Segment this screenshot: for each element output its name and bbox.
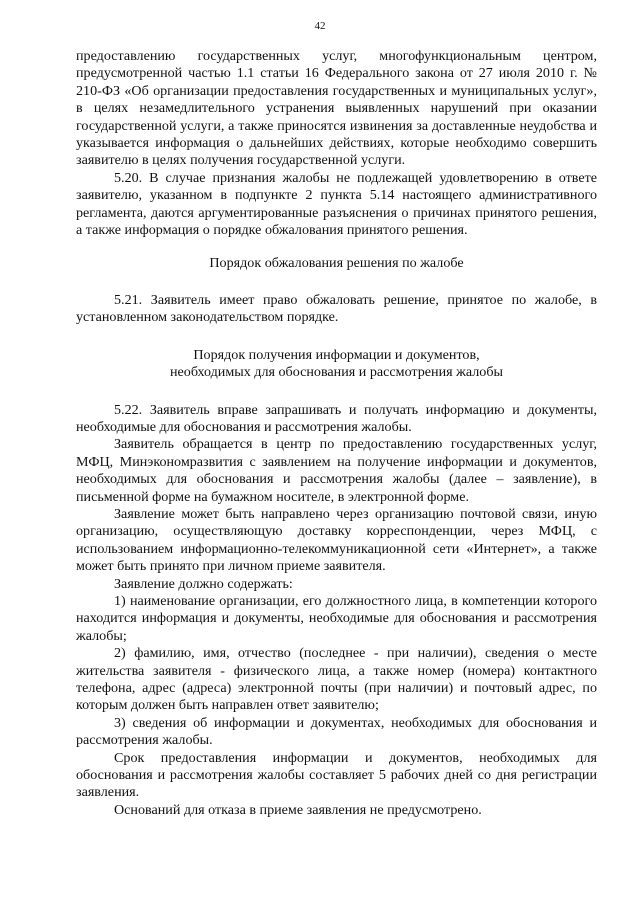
list-item-3: 3) сведения об информации и документах, необходимых для обоснования и рассмотрения жалобы. <box>76 714 597 749</box>
paragraph-deadline: Срок предоставления информации и документов, необходимых для обоснования и рассмотрения жалобы составляет 5 рабочих дней со дня регистрации заявления. <box>76 749 597 801</box>
paragraph-submission-methods: Заявление может быть направлено через организацию почтовой связи, иную организацию, осуществляющую доставку корреспонденции, через МФЦ, с использованием информационно-телекоммуникационной сети «Интернет», а также может быть принято при личном приеме заявителя. <box>76 505 597 575</box>
section-heading-info-line2: необходимых для обоснования и рассмотрения жалобы <box>169 364 503 381</box>
paragraph-contents-intro: Заявление должно содержать: <box>114 575 293 592</box>
page-number: 42 <box>314 20 326 32</box>
paragraph-5-20: 5.20. В случае признания жалобы не подлежащей удовлетворению в ответе заявителю, указанном в подпункте 2 пункта 5.14 настоящего административного регламента, даются аргументированные разъяснения о причинах принятого решения, а также информация о порядке обжалования принятого решения. <box>76 169 597 239</box>
section-heading-appeal: Порядок обжалования решения по жалобе <box>209 255 464 272</box>
list-item-2: 2) фамилию, имя, отчество (последнее - при наличии), сведения о месте жительства заявителя - физического лица, а также номер (номера) контактного телефона, адрес (адреса) электронной почты (при наличии) и почтовый адрес, по которым должен быть направлен ответ заявителю; <box>76 645 597 714</box>
paragraph-no-refusal: Оснований для отказа в приеме заявления не предусмотрено. <box>114 801 482 818</box>
paragraph-continuation: предоставлению государственных услуг, многофункциональным центром, предусмотренной частью 1.1 статьи 16 Федерального закона от 27 июля 2010 г. № 210-ФЗ «Об организации предоставления государственных и муниципальных услуг», в целях незамедлительного устранения выявленных нарушений при оказании государственной услуги, а также приносятся извинения за доставленные неудобства и указывается информация о дальнейших действиях, которые необходимо совершить заявителю в целях получения государственной услуги. <box>76 48 597 169</box>
paragraph-5-21: 5.21. Заявитель имеет право обжаловать решение, принятое по жалобе, в установленном законодательством порядке. <box>76 291 597 326</box>
paragraph-5-22: 5.22. Заявитель вправе запрашивать и получать информацию и документы, необходимые для обоснования и рассмотрения жалобы. <box>76 401 597 435</box>
document-body <box>76 48 597 819</box>
list-item-1: 1) наименование организации, его должностного лица, в компетенции которого находится информация и документы, необходимые для обоснования и рассмотрения жалобы; <box>76 592 597 644</box>
section-heading-info <box>76 347 597 382</box>
paragraph-applicant-request: Заявитель обращается в центр по предоставлению государственных услуг, МФЦ, Минэкономразвития с заявлением на получение информации и документов, необходимых для обоснования и рассмотрения жалобы (далее – заявление), в письменной форме на бумажном носителе, в электронной форме. <box>76 436 597 505</box>
section-heading-info-line1: Порядок получения информации и документов, <box>193 346 480 363</box>
